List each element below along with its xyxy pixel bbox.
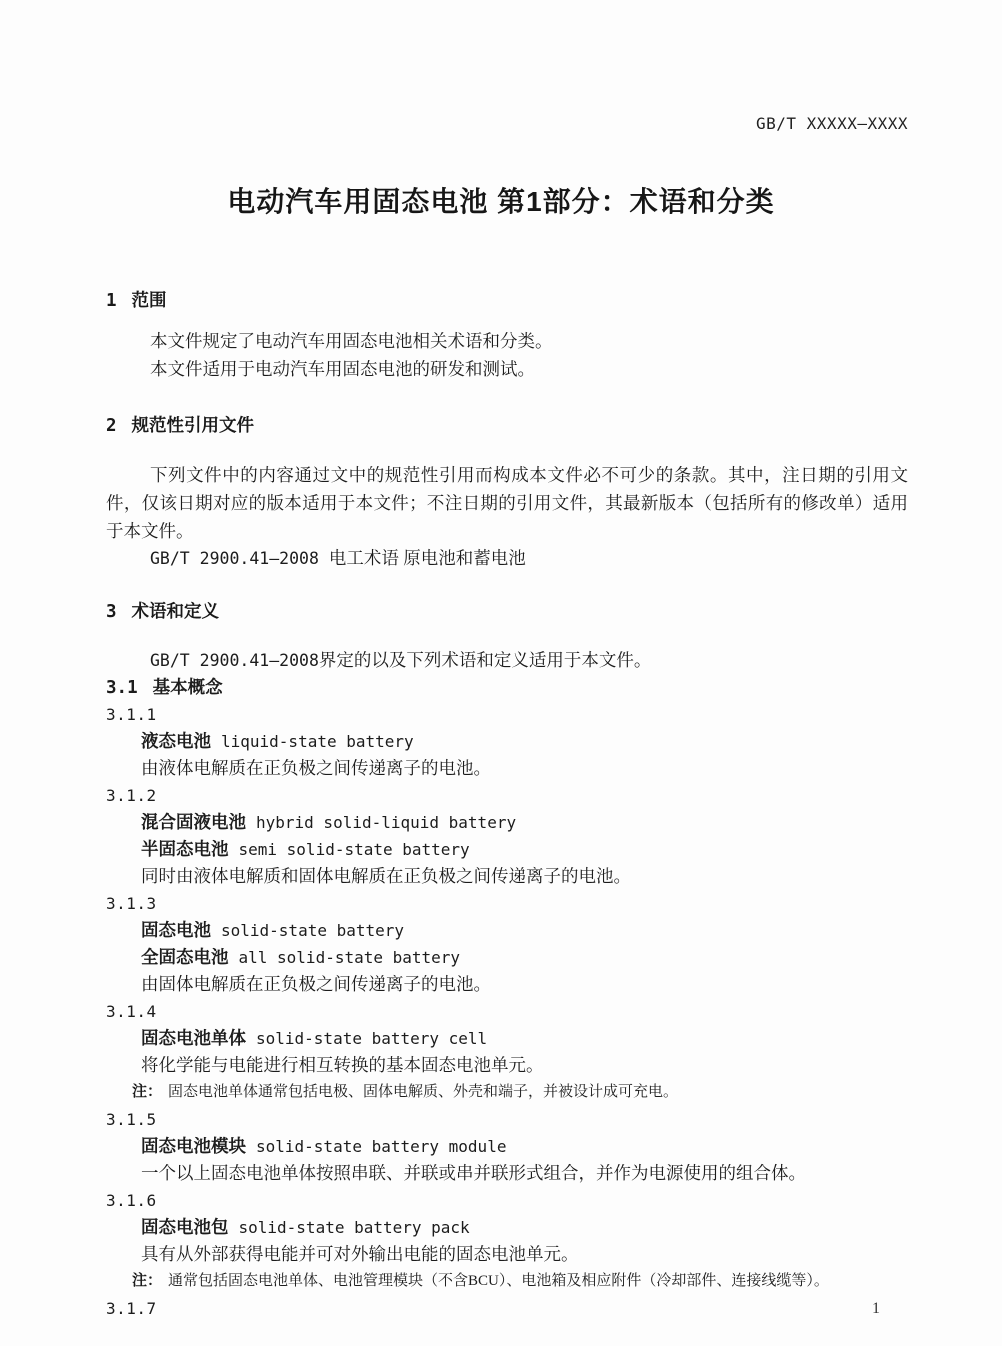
term-definition: 由固体电解质在正负极之间传递离子的电池。 [141, 974, 491, 994]
reference-code: GB/T 2900.41—2008 [150, 549, 319, 568]
term-zh: 全固态电池 [141, 947, 229, 967]
term-zh: 固态电池单体 [141, 1028, 246, 1048]
subsection-heading-basic-concepts [106, 674, 908, 701]
note-label: 注： [132, 1273, 163, 1289]
term-en: solid-state battery cell [256, 1029, 488, 1048]
term-definition: 具有从外部获得电能并可对外输出电能的固态电池单元。 [141, 1244, 579, 1264]
term-entry-number: 3.1.7 [106, 1299, 157, 1318]
term-line [106, 1025, 908, 1052]
term-entry-number: 3.1.3 [106, 894, 157, 913]
section-heading-terms [106, 598, 219, 623]
term-entry-number: 3.1.6 [106, 1191, 157, 1210]
term-zh: 固态电池模块 [141, 1136, 246, 1156]
term-note [106, 1079, 908, 1106]
references-paragraph: 下列文件中的内容通过文中的规范性引用而构成本文件必不可少的条款。其中，注日期的引用文件，仅该日期对应的版本适用于本文件；不注日期的引用文件，其最新版本（包括所有的修改单）适用于本文件。 [106, 465, 908, 541]
term-en: solid-state battery [221, 921, 405, 940]
standard-code-header: GB/T XXXXX—XXXX [756, 114, 908, 133]
section-heading-label: 范围 [131, 290, 167, 310]
term-en: semi solid-state battery [238, 840, 470, 859]
term-line [106, 1214, 908, 1241]
term-definition: 将化学能与电能进行相互转换的基本固态电池单元。 [141, 1055, 544, 1075]
section-heading-scope [106, 287, 167, 312]
term-line [106, 809, 908, 836]
term-line [106, 1133, 908, 1160]
term-line [106, 944, 908, 971]
term-zh: 固态电池包 [141, 1217, 229, 1237]
section-number: 3 [106, 602, 117, 622]
terms-and-definitions [106, 647, 908, 1322]
term-zh: 固态电池 [141, 920, 211, 940]
term-en: solid-state battery module [256, 1137, 507, 1156]
term-note [106, 1268, 908, 1295]
section-number: 1 [106, 291, 117, 311]
term-entry-number: 3.1.1 [106, 705, 157, 724]
subsection-heading-label: 基本概念 [152, 677, 223, 697]
term-en: liquid-state battery [221, 732, 414, 751]
term-zh: 半固态电池 [141, 839, 229, 859]
term-definition: 同时由液体电解质和固体电解质在正负极之间传递离子的电池。 [141, 866, 631, 886]
note-text: 通常包括固态电池单体、电池管理模块（不含BCU）、电池箱及相应附件（冷却部件、连接线缆等）。 [168, 1273, 829, 1289]
scope-paragraph: 本文件规定了电动汽车用固态电池相关术语和分类。 [150, 331, 553, 351]
section-heading-label: 规范性引用文件 [131, 415, 255, 435]
term-zh: 液态电池 [141, 731, 211, 751]
page-number: 1 [872, 1300, 880, 1317]
term-en: hybrid solid-liquid battery [256, 813, 517, 832]
section-heading-label: 术语和定义 [131, 601, 220, 621]
terms-intro [106, 647, 908, 674]
term-zh: 混合固液电池 [141, 812, 246, 832]
scope-paragraph: 本文件适用于电动汽车用固态电池的研发和测试。 [150, 359, 535, 379]
section-number: 2 [106, 416, 117, 436]
intro-reference-code: GB/T 2900.41—2008 [150, 651, 319, 670]
scope-paragraphs [106, 327, 908, 383]
term-entry-number: 3.1.2 [106, 786, 157, 805]
note-label: 注： [132, 1084, 163, 1100]
reference-title: 电工术语 原电池和蓄电池 [328, 548, 526, 568]
section-heading-references [106, 412, 254, 437]
note-text: 固态电池单体通常包括电极、固体电解质、外壳和端子，并被设计成可充电。 [168, 1084, 679, 1100]
term-en: all solid-state battery [238, 948, 461, 967]
term-en: solid-state battery pack [238, 1218, 470, 1237]
term-entry-number: 3.1.4 [106, 1002, 157, 1021]
term-definition: 一个以上固态电池单体按照串联、并联或串并联形式组合，并作为电源使用的组合体。 [141, 1163, 806, 1183]
document-title: 电动汽车用固态电池 第1部分：术语和分类 [227, 186, 775, 217]
subsection-number: 3.1 [106, 678, 138, 698]
normative-reference-item [150, 545, 526, 572]
term-entry-number: 3.1.5 [106, 1110, 157, 1129]
term-definition: 由液体电解质在正负极之间传递离子的电池。 [141, 758, 491, 778]
term-line [106, 728, 908, 755]
term-line [106, 917, 908, 944]
intro-text: 界定的以及下列术语和定义适用于本文件。 [318, 650, 652, 670]
term-line [106, 836, 908, 863]
